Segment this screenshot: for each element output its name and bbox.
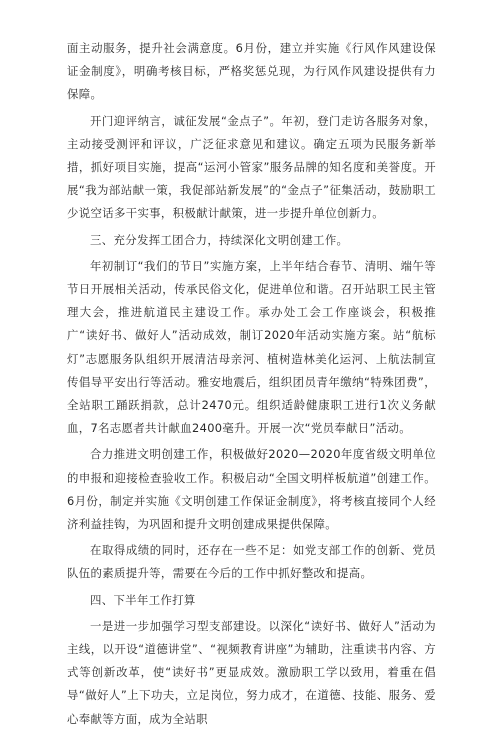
paragraph-golden-ideas: 开门迎评纳言，诚征发展“金点子”。年初，登门走访各服务对象，主动接受测评和评议，广泛征求意见和建议。确定五项为民服务新举措，抓好项目实施，提高“运河小管家”服务品牌的知名度和美誉度。开展“我为部站献一策，我促部站新发展”的“金点子”征集活动，鼓励职工少说空话多干实事，积极献计献策，进一步提升单位创新力。 [67, 113, 436, 221]
paragraph-service-satisfaction: 面主动服务，提升社会满意度。6月份，建立并实施《行风作风建设保证金制度》，明确考核目标，严格奖惩兑现，为行风作风建设提供有力保障。 [67, 41, 436, 102]
paragraph-festival-activities: 年初制订“我们的节日”实施方案，上半年结合春节、清明、端午等节日开展相关活动，传承民俗文化，促进单位和谐。召开站职工民主管理大会，推进航道民主建设工作。承办处工会工作座谈会，积极推广“读好书、做好人”活动成效，制订2020年活动实施方案。站“航标灯”志愿服务队组织开展清洁母亲河、植树造林美化运河、上航法制宣传倡导平安出行等活动。雅安地震后，组织团员青年缴纳“特殊团费”，全站职工踊跃捐款，总计2470元。组织适龄健康职工进行1次义务献血，7名志愿者共计献血2400毫升。开展一次“党员奉献日”活动。 [67, 258, 436, 436]
section-heading-plan: 四、下半年工作打算 [90, 592, 196, 607]
paragraph-civilization-creation: 合力推进文明创建工作，积极做好2020—2020年度省级文明单位的申报和迎接检查验收工作。积极启动“全国文明样板航道”创建工作。6月份，制定并实施《文明创建工作保证金制度》，将考核直接同个人经济利益挂钩，为巩固和提升文明创建成果提供保障。 [67, 447, 436, 532]
paragraph-shortcomings: 在取得成绩的同时，还存在一些不足：如党支部工作的创新、党员队伍的素质提升等，需要在今后的工作中抓好整改和提高。 [67, 543, 436, 581]
section-heading-civilization: 三、充分发挥工团合力，持续深化文明创建工作。 [90, 232, 349, 247]
paragraph-learning-branch: 一是进一步加强学习型支部建设。以深化“读好书、做好人”活动为主线，以开设“道德讲堂”、“视频教育讲座”为辅助，注重读书内容、方式等创新改革，使“读好书”更显成效。激励职工学以致用，着重在倡导“做好人”上下功夫，立足岗位，努力成才，在道德、技能、服务、爱心奉献等方面，成为全站职 [67, 618, 436, 726]
